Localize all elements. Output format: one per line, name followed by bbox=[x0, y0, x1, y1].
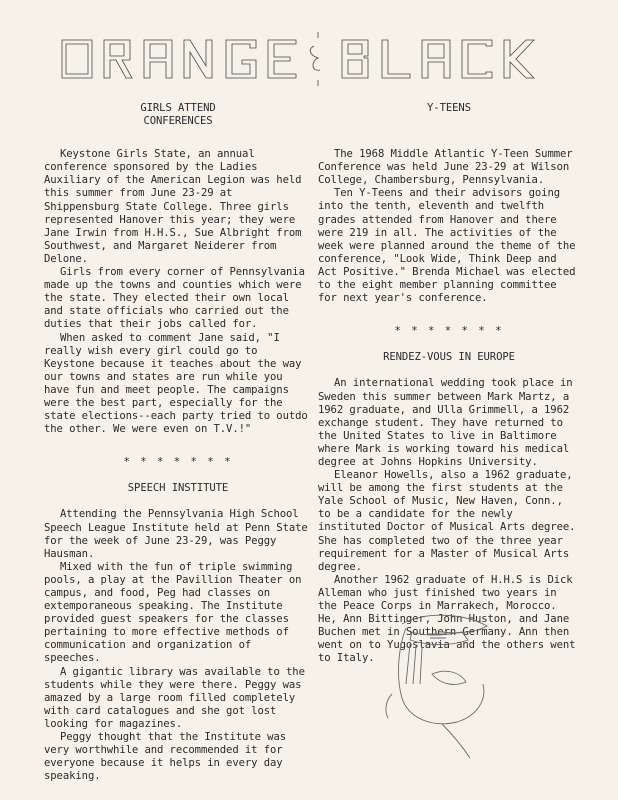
yteens-paragraph-2: Ten Y-Teens and their advisors going into the tenth, eleventh and twelfth grades attended from Hanover and there were 219 in all. The activities of the week were planned around the theme of the conference, "Look Wide, Think Deep and Act Positive." Brenda Michael was elected to the eight member planning committee for next year's conference. bbox=[318, 187, 576, 305]
yteens-heading: Y-TEENS bbox=[427, 102, 471, 114]
hand-drawn-doodle-illustration bbox=[372, 604, 502, 764]
girls-paragraph-3: When asked to comment Jane said, "I really wish every girl could go to Keystone because it teaches about the way our towns and states are run while you have fun and meet people. The campaigns were the best part, especially for the state elections--each party tried to outdo the other. We were even on T.V.!" bbox=[44, 331, 308, 436]
yteens-paragraph-1: The 1968 Middle Atlantic Y-Teen Summer Conference was held June 23-29 at Wilson College, Chambersburg, Pennsylvania. bbox=[318, 148, 573, 187]
masthead-logo bbox=[56, 28, 536, 88]
speech-paragraph-2: Mixed with the fun of triple swimming pools, a play at the Pavillion Theater on campus, and food, Peg had classes on extemporaneous speaking. The Institute provided guest speakers for the classes pertaining to more effective methods of communication and organization of speeches. bbox=[44, 560, 302, 665]
left-column bbox=[44, 102, 312, 783]
girls-paragraph-1: Keystone Girls State, an annual conference sponsored by the Ladies Auxiliary of the American Legion was held this summer from June 23-29 at Shippensburg State College. Three girls represented Hanover this year; they were Jane Irwin from H.H.S., Sue Albright from Southwest, and Margaret Neiderer from Delone. bbox=[44, 148, 302, 265]
europe-paragraph-2: Eleanor Howells, also a 1962 graduate, will be among the first students at the Yale School of Music, New Haven, Conn., to be a candidate for the newly instituted Doctor of Musical Arts degree. She has completed two of the three year requirement for a Master of Musical Arts degree. bbox=[318, 469, 576, 573]
europe-paragraph-1: An international wedding took place in Sweden this summer between Mark Martz, a 1962 graduate, and Ulla Grimmell, a 1962 exchange student. They have returned to the United States to live in Baltimore where Mark is working toward his medical degree at Johns Hopkins University. bbox=[318, 377, 573, 468]
speech-paragraph-3: A gigantic library was available to the students while they were there. Peggy was amazed by a large room filled completely with card catalogues and she got lost looking for magazines. bbox=[44, 665, 305, 730]
section-divider-stars: * * * * * * * bbox=[123, 456, 233, 469]
girls-paragraph-2: Girls from every corner of Pennsylvania made up the towns and counties which were the state. They elected their own local and state officials who carried out the duties that their jobs called for. bbox=[44, 266, 305, 331]
section-divider-stars: * * * * * * * bbox=[394, 325, 504, 338]
europe-heading: RENDEZ-VOUS IN EUROPE bbox=[383, 351, 515, 364]
speech-heading: SPEECH INSTITUTE bbox=[127, 482, 229, 495]
girls-heading-line1: GIRLS ATTEND bbox=[140, 102, 216, 114]
masthead-outline-letters bbox=[56, 28, 536, 88]
girls-heading-line2: CONFERENCES bbox=[143, 115, 213, 128]
speech-paragraph-4: Peggy thought that the Institute was very worthwhile and recommended it for everyone because it helps in every day speaking. bbox=[44, 731, 287, 783]
speech-paragraph-1: Attending the Pennsylvania High School Speech League Institute held at Penn State for the week of June 23-29, was Peggy Hausman. bbox=[44, 508, 308, 560]
europe-paragraph-3: Another 1962 graduate of H.H.S is Dick Alleman who just finished two years in the Peace Corps in Marrakech, Morocco. He, Ann Bittinger, John Huston, and Jane Buchen met in Southern Germany. Ann then went on to Yugoslavia and the others went to Italy. bbox=[318, 573, 576, 665]
right-column bbox=[318, 102, 580, 665]
